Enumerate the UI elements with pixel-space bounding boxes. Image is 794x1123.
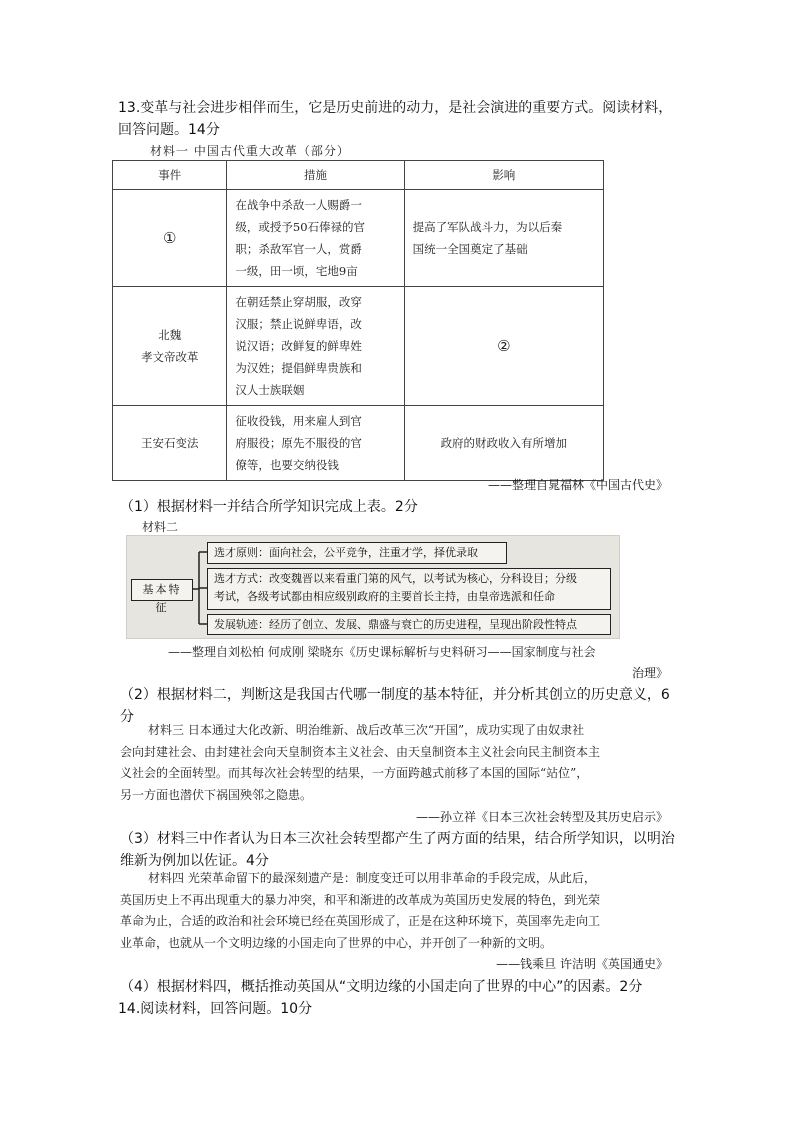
table-header-measures: 措施 (227, 161, 404, 190)
table-cell-measures (227, 287, 404, 406)
table-cell-impact (404, 190, 603, 287)
sub-question-2-line1: （2）根据材料二，判断这是我国古代哪一制度的基本特征，并分析其创立的历史意义，6 (120, 687, 670, 703)
event-line: 北魏 (158, 328, 182, 342)
material4-line: 革命为止，合适的政治和社会环境已经在英国形成了，正是在这种环境下，英国率先走向工 (120, 914, 601, 928)
source-2-line2: 治理》 (631, 666, 668, 680)
table-row (113, 406, 604, 481)
impact-line: 提高了军队战斗力，为以后秦 (412, 220, 563, 234)
event-line: 孝文帝改革 (140, 350, 199, 364)
source-4: ——钱乘旦 许洁明《英国通史》 (496, 957, 668, 971)
material3-line: 材料三 日本通过大化改新、明治维新、战后改革三次“开国”，成功实现了由奴隶社 (148, 723, 585, 737)
impact-line: 国统一全国奠定了基础 (412, 242, 528, 256)
diagram-item-method-line: 考试，各级考试都由相应级别政府的主要首长主持，由皇帝选派和任命 (214, 590, 555, 603)
material4 (120, 868, 668, 954)
table-header-impact: 影响 (404, 161, 603, 190)
diagram-item-method (207, 568, 611, 610)
table-cell-impact (404, 406, 603, 481)
table-row (113, 190, 604, 287)
table-cell-measures (227, 190, 404, 287)
diagram-item-method-line: 选才方式：改变魏晋以来看重门第的风气，以考试为核心，分科设目；分级 (214, 572, 577, 585)
table-cell-measures (227, 406, 404, 481)
impact-line: 政府的财政收入有所增加 (440, 436, 568, 450)
table-header-event: 事件 (113, 161, 227, 190)
measure-line: 说汉语；改鲜复的鲜卑姓 (235, 339, 362, 353)
table-cell-event: 王安石变法 (113, 406, 227, 481)
measure-line: 级，或授予50石俸禄的官 (235, 220, 366, 234)
material3-line: 另一方面也潜伏下祸国殃邻之隐患。 (120, 787, 313, 802)
measure-line: 一级，田一顷，宅地9亩 (235, 264, 358, 278)
sub-question-4: （4）根据材料四，概括推动英国从“文明边缘的小国走向了世界的中心”的因素。2分 (120, 979, 643, 995)
material3-line: 会向封建社会、由封建社会向天皇制资本主义社会、由天皇制资本主义社会向民主制资本主 (120, 744, 601, 759)
sub-question-2-line2: 分 (120, 709, 134, 725)
table-header-row (113, 161, 604, 190)
table-cell-event: ① (113, 190, 227, 287)
sub-question-3-line2: 维新为例加以佐证。4分 (120, 853, 269, 869)
diagram-item-principle: 选才原则：面向社会，公平竞争，注重才学，择优录取 (207, 542, 507, 564)
measure-line: 在战争中杀敌一人赐爵一 (235, 198, 362, 212)
measure-line: 征收役钱，用来雇人到官 (235, 414, 362, 428)
diagram-root: 基本特征 (131, 579, 193, 601)
measure-line: 为汉姓；提倡鲜卑贵族和 (235, 361, 362, 375)
source-2-line1: ——整理自刘松柏 何成刚 梁晓东《历史课标解析与史料研习——国家制度与社会 (168, 645, 596, 659)
table-cell-impact: ② (404, 287, 603, 406)
material1-caption: 材料一 中国古代重大改革（部分） (150, 144, 350, 158)
material2-diagram (126, 535, 620, 639)
q13-intro-line1: 13.变革与社会进步相伴而生，它是历史前进的动力，是社会演进的重要方式。阅读材料， (118, 100, 673, 116)
table-row (113, 287, 604, 406)
material4-line: 材料四 光荣革命留下的最深刻遗产是：制度变迁可以用非革命的手段完成，从此后， (148, 871, 596, 885)
material4-line: 英国历史上不再出现重大的暴力冲突，和平和渐进的改革成为英国历史发展的特色，到光荣 (120, 892, 601, 907)
measure-line: 府服役；原先不服役的官 (235, 436, 362, 450)
measure-line: 汉人士族联姻 (235, 383, 305, 397)
measure-line: 在朝廷禁止穿胡服，改穿 (235, 295, 362, 309)
material3 (120, 720, 668, 806)
measure-line: 僚等，也要交纳役钱 (235, 458, 339, 472)
material4-line: 业革命，也就从一个文明边缘的小国走向了世界的中心，并开创了一种新的文明。 (120, 935, 553, 950)
q13-intro-line2: 回答问题。14分 (118, 122, 220, 138)
sub-question-1: （1）根据材料一并结合所学知识完成上表。2分 (120, 499, 418, 515)
reform-table (112, 160, 604, 481)
source-1: ——整理自晁福林《中国古代史》 (487, 478, 668, 492)
measure-line: 汉服；禁止说鲜卑语，改 (235, 317, 362, 331)
material2-caption: 材料二 (142, 520, 179, 534)
material3-line: 义社会的全面转型。而其每次社会转型的结果，一方面跨越式前移了本国的国际“站位”， (120, 766, 589, 780)
sub-question-3-line1: （3）材料三中作者认为日本三次社会转型都产生了两方面的结果，结合所学知识，以明治 (120, 831, 675, 847)
source-3: ——孙立祥《日本三次社会转型及其历史启示》 (415, 810, 668, 824)
table-cell-event (113, 287, 227, 406)
diagram-item-trajectory: 发展轨迹：经历了创立、发展、鼎盛与衰亡的历史进程，呈现出阶段性特点 (207, 614, 611, 635)
measure-line: 职；杀敌军官一人，赏爵 (235, 242, 362, 256)
q14-intro: 14.阅读材料，回答问题。10分 (118, 1001, 313, 1017)
